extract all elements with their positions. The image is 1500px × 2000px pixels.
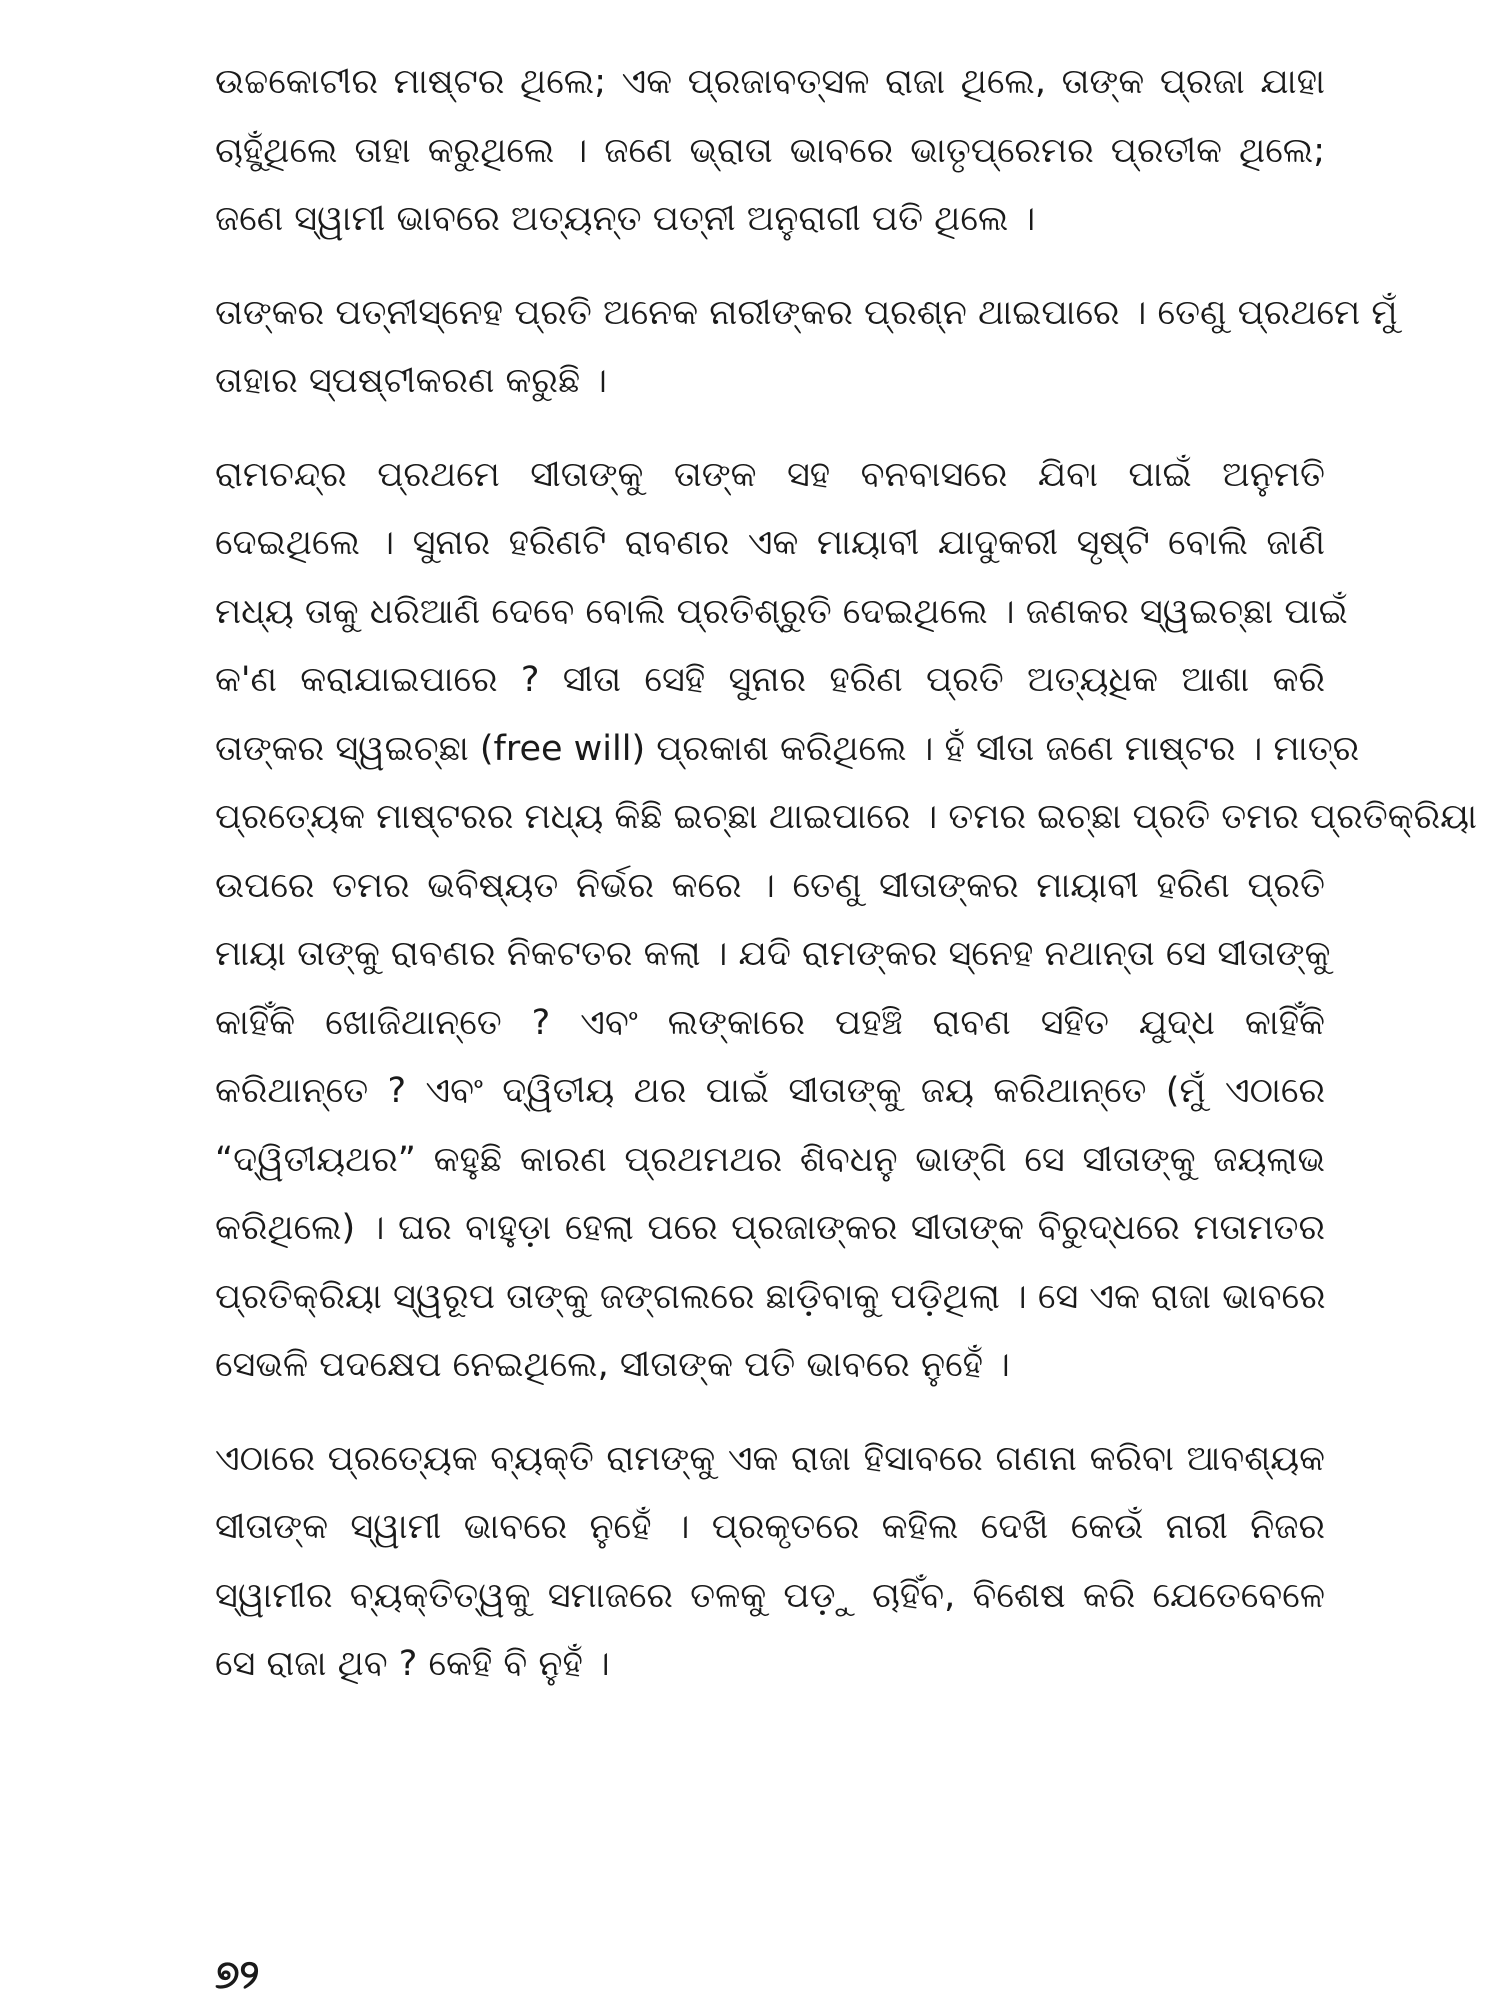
- page-number: ୭୨: [215, 1952, 260, 1998]
- text-line: କାହିଁକି ଖୋଜିଥାନ୍ତେ ? ଏବଂ ଲଙ୍କାରେ ପହଞ୍ଚି ରାବଣ ସହିତ ଯୁଦ୍ଧ କାହିଁକି: [215, 1002, 1325, 1043]
- text-line: ଚାହୁଁଥିଲେ ତାହା କରୁଥିଲେ । ଜଣେ ଭ୍ରାତା ଭାବରେ ଭାତୃପ୍ରେମର ପ୍ରତୀକ ଥିଲେ;: [215, 130, 1325, 171]
- paragraph-3: [215, 441, 1477, 1400]
- text-line: କରିଥିଲେ) । ଘର ବାହୁଡ଼ା ହେଲା ପରେ ପ୍ରଜାଙ୍କର ସୀତାଙ୍କ ବିରୁଦ୍ଧରେ ମତାମତର: [215, 1208, 1325, 1248]
- text-line: ଉପରେ ତମର ଭବିଷ୍ୟତ ନିର୍ଭର କରେ । ତେଣୁ ସୀତାଙ୍କର ମାୟାବୀ ହରିଣ ପ୍ରତି: [215, 865, 1325, 906]
- text-line: ଦେଇଥିଲେ । ସୁନାର ହରିଣଟି ରାବଣର ଏକ ମାୟାବୀ ଯାଦୁକରୀ ସୃଷ୍ଟି ବୋଲି ଜାଣି: [215, 523, 1325, 563]
- text-line: ସେ ରାଜା ଥିବ ? କେହି ବି ନୁହଁ ।: [215, 1644, 610, 1684]
- text-line: ସ୍ୱାମୀର ବ୍ୟକ୍ତିତ୍ୱକୁ ସମାଜରେ ତଳକୁ ପଡ଼ୁ ଚାହିଁବ, ବିଶେଷ କରି ଯେତେବେଳେ: [215, 1575, 1325, 1616]
- text-line: ପ୍ରତ୍ୟେକ ମାଷ୍ଟରର ମଧ୍ୟ କିଛି ଇଚ୍ଛା ଥାଇପାରେ । ତମର ଇଚ୍ଛା ପ୍ରତି ତମର ପ୍ରତିକ୍ରିୟା: [215, 797, 1477, 837]
- text-line: ସେଭଳି ପଦକ୍ଷେପ ନେଇଥିଲେ, ସୀତାଙ୍କ ପତି ଭାବରେ ନୁହେଁ ।: [215, 1345, 1010, 1385]
- text-line: ମାୟା ତାଙ୍କୁ ରାବଣର ନିକଟତର କଲା । ଯଦି ରାମଙ୍କର ସ୍ନେହ ନଥାନ୍ତା ସେ ସୀତାଙ୍କୁ: [215, 934, 1331, 974]
- text-line: “ଦ୍ୱିତୀୟଥର” କହୁଛି କାରଣ ପ୍ରଥମଥର ଶିବଧନୁ ଭାଙ୍ଗି ସେ ସୀତାଙ୍କୁ ଜୟଲାଭ: [215, 1139, 1325, 1180]
- text-line: ପ୍ରତିକ୍ରିୟା ସ୍ୱରୂପ ତାଙ୍କୁ ଜଙ୍ଗଲରେ ଛାଡ଼ିବାକୁ ପଡ଼ିଥିଲା । ସେ ଏକ ରାଜା ଭାବରେ: [215, 1276, 1326, 1317]
- paragraph-2: [215, 279, 1398, 416]
- text-line: ତାହାର ସ୍ପଷ୍ଟୀକରଣ କରୁଛି ।: [215, 361, 608, 401]
- text-line: କ'ଣ କରାଯାଇପାରେ ? ସୀତା ସେହି ସୁନାର ହରିଣ ପ୍ରତି ଅତ୍ୟଧିକ ଆଶା କରି: [215, 660, 1325, 700]
- text-line: ତାଙ୍କର ସ୍ୱଇଚ୍ଛା (free will) ପ୍ରକାଶ କରିଥିଲେ । ହଁ ସୀତା ଜଣେ ମାଷ୍ଟର । ମାତ୍ର: [215, 728, 1360, 769]
- text-line: ରାମଚନ୍ଦ୍ର ପ୍ରଥମେ ସୀତାଙ୍କୁ ତାଙ୍କ ସହ ବନବାସରେ ଯିବା ପାଇଁ ଅନୁମତି: [215, 454, 1325, 495]
- paragraph-4: [215, 1425, 1325, 1699]
- text-line: ଉଚ୍ଚକୋଟୀର ମାଷ୍ଟର ଥିଲେ; ଏକ ପ୍ରଜାବତ୍ସଳ ରାଜା ଥିଲେ, ତାଙ୍କ ପ୍ରଜା ଯାହା: [215, 62, 1325, 102]
- text-line: କରିଥାନ୍ତେ ? ଏବଂ ଦ୍ୱିତୀୟ ଥର ପାଇଁ ସୀତାଙ୍କୁ ଜୟ କରିଥାନ୍ତେ (ମୁଁ ଏଠାରେ: [215, 1071, 1325, 1111]
- body-text: [215, 48, 1477, 1724]
- text-line: ସୀତାଙ୍କ ସ୍ୱାମୀ ଭାବରେ ନୁହେଁ । ପ୍ରକୃତରେ କହିଲ ଦେଖି କେଉଁ ନାରୀ ନିଜର: [215, 1507, 1325, 1547]
- text-line: ତାଙ୍କର ପତ୍ନୀସ୍ନେହ ପ୍ରତି ଅନେକ ନାରୀଙ୍କର ପ୍ରଶ୍ନ ଥାଇପାରେ । ତେଣୁ ପ୍ରଥମେ ମୁଁ: [215, 292, 1398, 333]
- paragraph-1: [215, 48, 1325, 254]
- text-line: ଜଣେ ସ୍ୱାମୀ ଭାବରେ ଅତ୍ୟନ୍ତ ପତ୍ନୀ ଅନୁରାଗୀ ପତି ଥିଲେ ।: [215, 199, 1036, 239]
- text-line: ଏଠାରେ ପ୍ରତ୍ୟେକ ବ୍ୟକ୍ତି ରାମଙ୍କୁ ଏକ ରାଜା ହିସାବରେ ଗଣନା କରିବା ଆବଶ୍ୟକ: [215, 1438, 1325, 1479]
- text-line: ମଧ୍ୟ ତାକୁ ଧରିଆଣି ଦେବେ ବୋଲି ପ୍ରତିଶ୍ରୁତି ଦେଇଥିଲେ । ଜଣକର ସ୍ୱଇଚ୍ଛା ପାଇଁ: [215, 591, 1348, 632]
